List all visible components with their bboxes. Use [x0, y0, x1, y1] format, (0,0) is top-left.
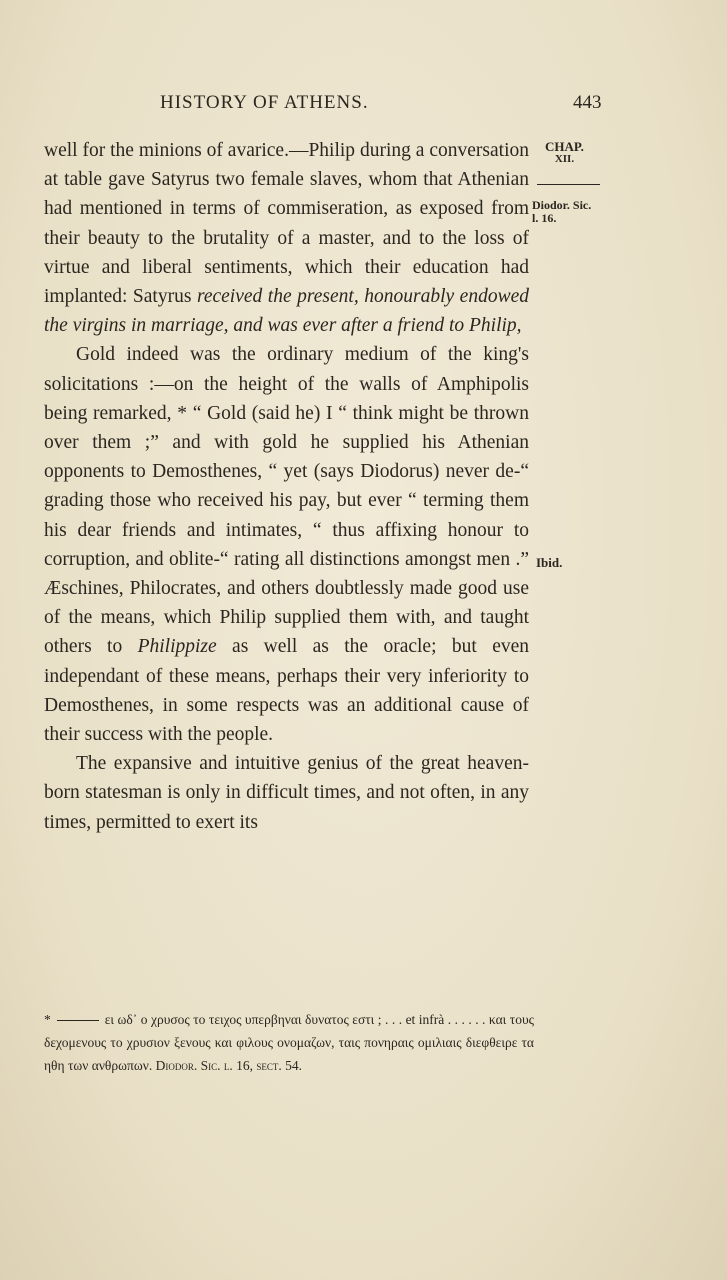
- chap-label: CHAP.: [545, 139, 584, 154]
- running-head: HISTORY OF ATHENS.: [160, 92, 369, 113]
- chap-number: XII.: [554, 153, 575, 165]
- diodor-line2: l. 16.: [532, 211, 557, 225]
- margin-citation-ibid: Ibid.: [536, 555, 563, 570]
- footnote-marker: *: [44, 1012, 51, 1027]
- paragraph-1-italic: received the present, honourably endowed the virgins in marriage, and was ever after a friend to Philip,: [44, 286, 529, 337]
- body-text: [44, 136, 529, 837]
- footnote: [44, 1008, 534, 1077]
- margin-chapter-note: [545, 140, 584, 166]
- paragraph-2: [44, 340, 529, 749]
- diodor-line1: Diodor. Sic.: [532, 198, 592, 212]
- paragraph-1-text: well for the minions of avarice.—Philip during a conversation at table gave Satyrus two female slaves, whom that Athenian had mentioned in terms of commiseration, as exposed from their beauty to the brutality of a master, and to the loss of virtue and liberal sentiments, which their education had implanted: Satyrus: [44, 140, 529, 308]
- footnote-line-1: ει ωδ᾽ ο χρυσος το τειχος υπερβηναι δυνατος εστι ; . . . et infrà: [104, 1012, 445, 1027]
- paragraph-3: The expansive and intuitive genius of the great heaven-born statesman is only in difficult times, and not often, in any times, permitted to exert its: [44, 753, 529, 833]
- paragraph-1: [44, 136, 529, 340]
- paragraph-2-text-a: Gold indeed was the ordinary medium of the king's solicitations :—on the height of the walls of Amphipolis being remarked, * “ Gold (said he) I “ think might be thrown over them ;” and with gold he supplied his Athenian opponents to Demosthenes, “ yet (says Diodorus) never de-“ grading those who received his pay, but ever “ terming them his dear friends and intimates, “ thus affixing honour to corruption, and oblite-“ rating all distinctions amongst men .” Æschines, Philocrates, and others doubtlessly made good use of the means, which Philip supplied them with, and taught others to: [44, 344, 529, 658]
- paragraph-2-text-b: as well as the oracle; but even independant of these means, perhaps their very inferiority to Demosthenes, in some respects was an additional cause of their success with the people.: [44, 636, 530, 746]
- footnote-rule: [57, 1020, 99, 1021]
- margin-citation-diodor: [532, 199, 622, 225]
- margin-rule: [537, 184, 600, 185]
- paragraph-2-italic: Philippize: [137, 636, 217, 658]
- footnote-citation: Diodor. Sic. l. 16, sect. 54.: [155, 1058, 302, 1073]
- page-number: 443: [573, 92, 602, 113]
- footnote-line-2: . . . . . . και τους δεχομενους το χρυσιον ξενους και φιλους ονομαζων, ταις πονηραις ομιλιαις διεφθειρε τα ηθη των ανθρωπων.: [44, 1012, 534, 1073]
